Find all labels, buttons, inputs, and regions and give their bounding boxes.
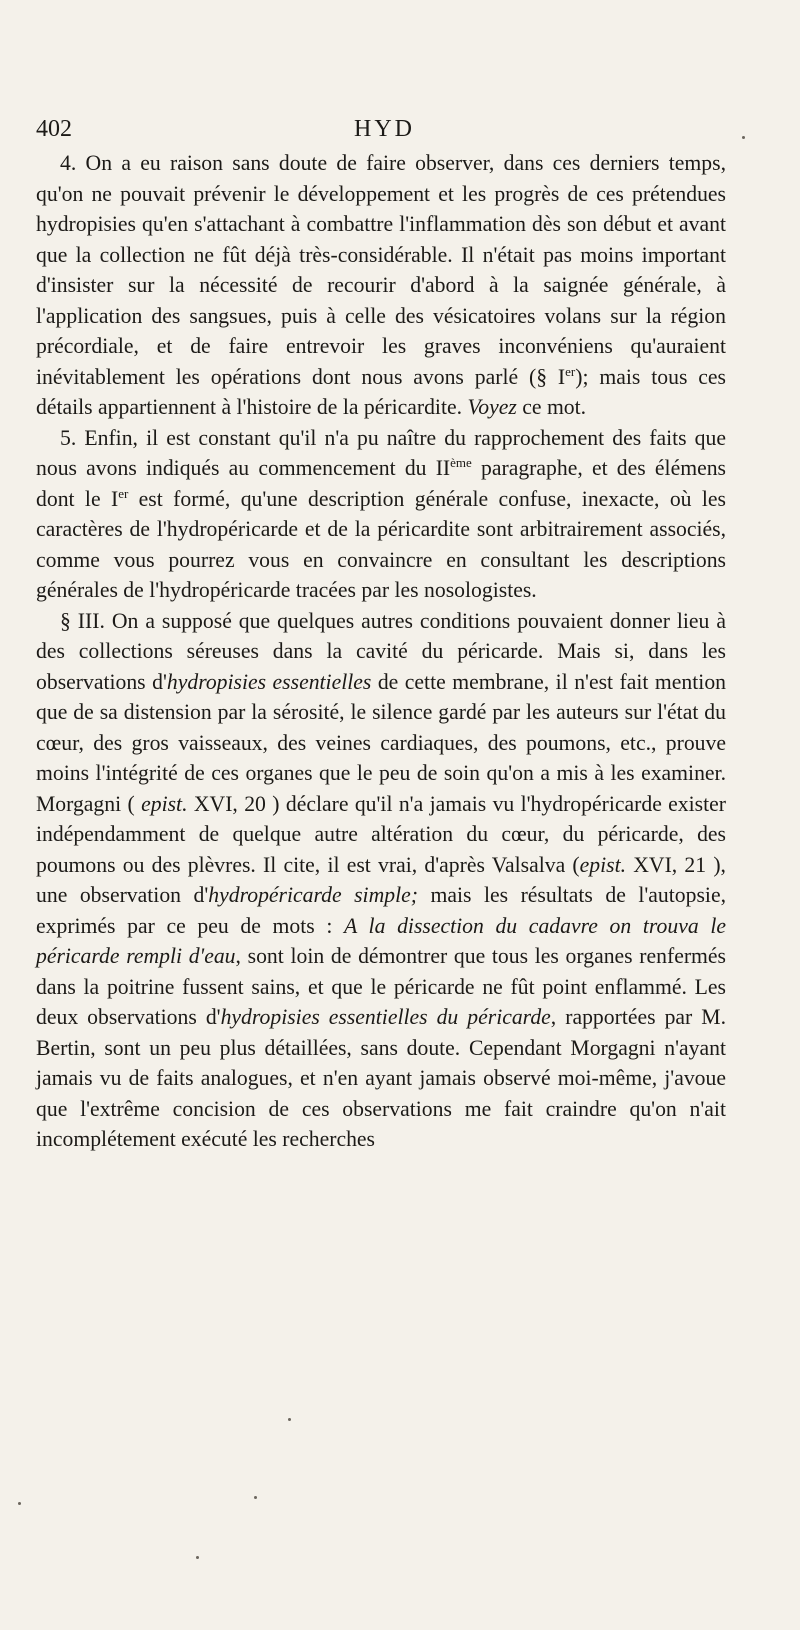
text-run: ce mot. (516, 395, 587, 419)
running-title: HYD (354, 116, 415, 142)
italic-run: hydropisies essentielles (166, 669, 372, 694)
text-run: de cette membrane, il n'est fait mention que de sa distension par la sérosité, le silence gardé par les auteurs sur l'état du cœur, des gros vaisseaux, des veines cardiaques, des poumons, etc., prouve moins l'intégrité de ces organes que le peu de soin qu'on a mis à les examiner. Morgagni ( (36, 669, 727, 816)
text-run: mais les résultats de l'autopsie, exprimés par ce peu de mots : (36, 883, 726, 938)
text-run: , rapportées par M. Bertin, sont un peu plus détaillées, sans doute. Cependant Morgagni n'ayant jamais vu de faits analogues, et n'en ayant jamais observé moi-même, j'avoue que l'extrême concision de ces observations me fait craindre qu'on n'ait incomplétement exécuté les recherches (36, 1005, 726, 1151)
superscript: er (118, 485, 129, 501)
page-number: 402 (36, 116, 72, 142)
text-run: ); mais tous ces détails appartiennent à l'histoire de la péricardite. (36, 364, 726, 419)
italic-run: Voyez (467, 395, 517, 419)
text-run: XVI, 20 ) déclare qu'il n'a jamais vu l'hydropéricarde exister indépendamment de quelque autre altération du cœur, du péricarde, des poumons ou des plèvres. Il cite, il est vrai, d'après Valsalva ( (36, 791, 726, 877)
text-run: XVI, 21 ), une observation d' (36, 852, 726, 907)
text-run: paragraphe, et des élémens dont le I (36, 456, 726, 511)
italic-run: hydropisies essentielles du péricarde (220, 1005, 551, 1029)
text-run: est formé, qu'une description générale confuse, inexacte, où les caractères de l'hydropéricarde et de la péricardite sont arbitrairement associés, comme vous pourrez vous en convaincre en consultant les descriptions générales de l'hydropéricarde tracées par les nosologistes. (36, 486, 726, 602)
superscript: er (565, 363, 576, 379)
body-text (36, 148, 726, 1155)
paragraph-4 (36, 148, 726, 423)
paper-speck (196, 1556, 199, 1559)
text-run: § III. On a supposé que quelques autres conditions pouvaient donner lieu à des collections séreuses dans la cavité du péricarde. Mais si, dans les observations d' (36, 608, 726, 694)
paragraph-section-3 (36, 606, 726, 1155)
running-head (36, 116, 726, 146)
italic-run: epist. (579, 852, 627, 877)
text-run: , sont loin de démontrer que tous les organes renfermés dans la poitrine fussent sains, et que le péricarde ne fût point enflammé. Les deux observations d' (36, 944, 726, 1029)
italic-run: epist. (141, 791, 188, 816)
paragraph-5 (36, 423, 726, 606)
text-run: 4. On a eu raison sans doute de faire observer, dans ces derniers temps, qu'on ne pouvait prévenir le développement et les progrès de ces prétendues hydropisies qu'en s'attachant à combattre l'inflammation dès son début et avant que la collection ne fût déjà très-considérable. Il n'était pas moins important d'insister sur la nécessité de recourir d'abord à la saignée générale, à l'application des sangsues, puis à celle des vésicatoires volans sur la région précordiale, et de faire entrevoir les graves inconvéniens qu'auraient inévitablement les opérations dont nous avons parlé (§ I (36, 151, 726, 389)
paper-speck (288, 1418, 291, 1421)
text-run: 5. Enfin, il est constant qu'il n'a pu naître du rapprochement des faits que nous avons indiqués au commencement du II (36, 425, 726, 480)
paper-speck (254, 1496, 257, 1499)
paper-speck (18, 1502, 21, 1505)
paper-speck (742, 136, 745, 139)
superscript: ème (450, 455, 472, 470)
italic-run: A la dissection du cadavre on trouva le péricarde rempli d'eau (36, 913, 726, 968)
italic-run: hydropéricarde simple; (208, 883, 418, 907)
